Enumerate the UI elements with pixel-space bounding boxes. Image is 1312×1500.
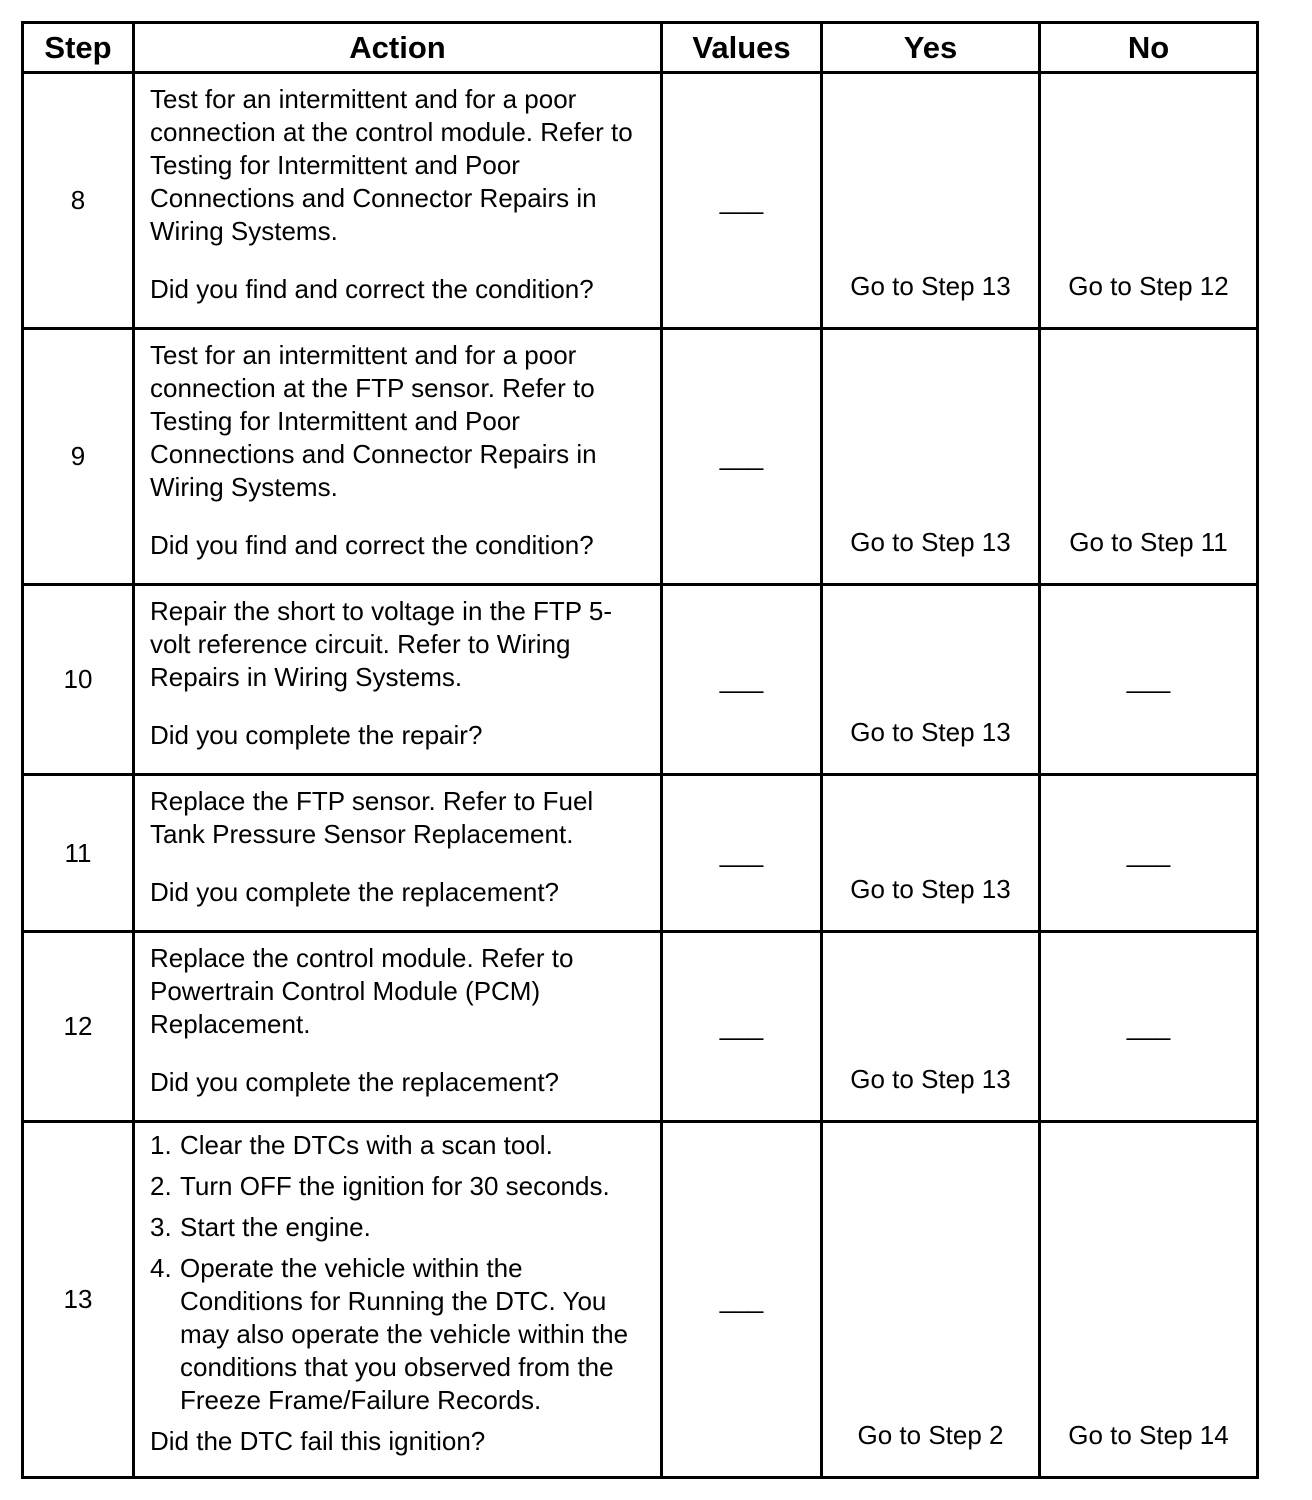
table-row bbox=[23, 73, 1258, 329]
table-row bbox=[23, 775, 1258, 932]
no-cell: ___ bbox=[1040, 585, 1258, 775]
header-no: No bbox=[1040, 23, 1258, 73]
values-cell: ___ bbox=[662, 585, 822, 775]
header-values: Values bbox=[662, 23, 822, 73]
header-row bbox=[23, 23, 1258, 73]
step-number: 11 bbox=[23, 775, 134, 932]
list-text: Operate the vehicle within the Conditions for Running the DTC. You may also operate the vehicle within the conditions that you observed from the Freeze Frame/Failure Records. bbox=[180, 1253, 629, 1415]
table-row bbox=[23, 932, 1258, 1122]
step-number: 8 bbox=[23, 73, 134, 329]
values-cell: ___ bbox=[662, 1122, 822, 1478]
action-cell bbox=[134, 73, 662, 329]
yes-cell: Go to Step 13 bbox=[822, 585, 1040, 775]
action-text: Test for an intermittent and for a poor connection at the FTP sensor. Refer to Testing for Intermittent and Poor Connections and Connector Repairs in Wiring Systems. bbox=[150, 340, 597, 502]
step-number: 13 bbox=[23, 1122, 134, 1478]
step-number: 10 bbox=[23, 585, 134, 775]
yes-cell: Go to Step 13 bbox=[822, 775, 1040, 932]
action-cell bbox=[134, 329, 662, 585]
action-step-list bbox=[150, 1129, 652, 1417]
table-row bbox=[23, 585, 1258, 775]
table-row bbox=[23, 1122, 1258, 1478]
list-number: 4. bbox=[150, 1253, 172, 1283]
list-number: 3. bbox=[150, 1212, 172, 1242]
list-number: 2. bbox=[150, 1171, 172, 1201]
action-text: Replace the FTP sensor. Refer to Fuel Tank Pressure Sensor Replacement. bbox=[150, 786, 594, 849]
action-cell bbox=[134, 585, 662, 775]
yes-cell: Go to Step 13 bbox=[822, 73, 1040, 329]
action-cell bbox=[134, 1122, 662, 1478]
no-cell: Go to Step 11 bbox=[1040, 329, 1258, 585]
no-cell: ___ bbox=[1040, 775, 1258, 932]
list-text: Clear the DTCs with a scan tool. bbox=[180, 1130, 553, 1160]
yes-cell: Go to Step 13 bbox=[822, 329, 1040, 585]
header-yes: Yes bbox=[822, 23, 1040, 73]
values-cell: ___ bbox=[662, 73, 822, 329]
action-question: Did you complete the replacement? bbox=[150, 1067, 560, 1097]
list-item bbox=[150, 1211, 652, 1244]
action-text: Test for an intermittent and for a poor connection at the control module. Refer to Testing for Intermittent and Poor Connections and Connector Repairs in Wiring Systems. bbox=[150, 84, 633, 246]
step-number: 9 bbox=[23, 329, 134, 585]
action-question: Did you complete the replacement? bbox=[150, 877, 560, 907]
no-cell: Go to Step 14 bbox=[1040, 1122, 1258, 1478]
action-text: Replace the control module. Refer to Powertrain Control Module (PCM) Replacement. bbox=[150, 943, 574, 1039]
no-cell: ___ bbox=[1040, 932, 1258, 1122]
table-row bbox=[23, 329, 1258, 585]
action-cell bbox=[134, 932, 662, 1122]
yes-cell: Go to Step 13 bbox=[822, 932, 1040, 1122]
values-cell: ___ bbox=[662, 775, 822, 932]
action-question: Did you find and correct the condition? bbox=[150, 274, 594, 304]
action-question: Did you find and correct the condition? bbox=[150, 530, 594, 560]
yes-cell: Go to Step 2 bbox=[822, 1122, 1040, 1478]
list-number: 1. bbox=[150, 1130, 172, 1160]
action-question: Did the DTC fail this ignition? bbox=[150, 1426, 486, 1456]
values-cell: ___ bbox=[662, 329, 822, 585]
list-text: Turn OFF the ignition for 30 seconds. bbox=[180, 1171, 610, 1201]
list-item bbox=[150, 1129, 652, 1162]
diagnostic-table bbox=[21, 21, 1259, 1479]
list-text: Start the engine. bbox=[180, 1212, 371, 1242]
list-item bbox=[150, 1170, 652, 1203]
action-text: Repair the short to voltage in the FTP 5-volt reference circuit. Refer to Wiring Repairs in Wiring Systems. bbox=[150, 596, 612, 692]
action-cell bbox=[134, 775, 662, 932]
list-item bbox=[150, 1252, 652, 1417]
action-question: Did you complete the repair? bbox=[150, 720, 483, 750]
no-cell: Go to Step 12 bbox=[1040, 73, 1258, 329]
header-step: Step bbox=[23, 23, 134, 73]
values-cell: ___ bbox=[662, 932, 822, 1122]
header-action: Action bbox=[134, 23, 662, 73]
step-number: 12 bbox=[23, 932, 134, 1122]
